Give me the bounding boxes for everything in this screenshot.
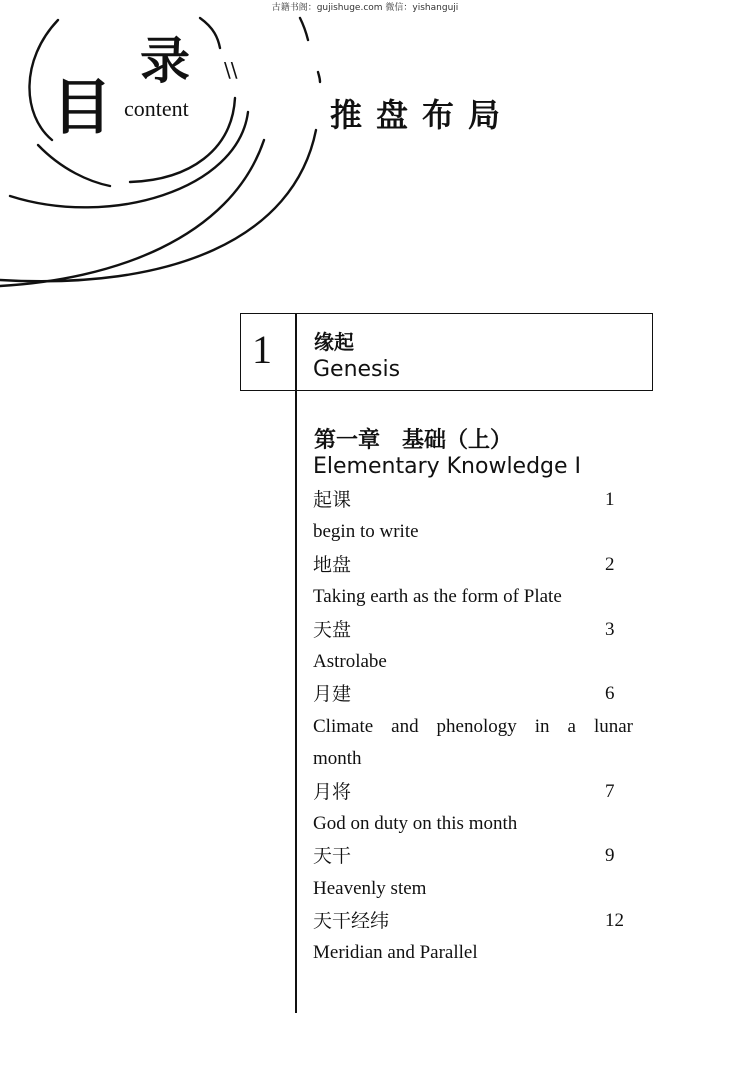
vertical-rule <box>295 313 297 1013</box>
toc-entry-page: 6 <box>605 683 615 705</box>
heading-mu-glyph: 目 <box>52 73 112 143</box>
toc-entry-title-en: begin to write <box>313 521 419 543</box>
heading-content-word: content <box>124 96 189 121</box>
toc-entry-title-en: Heavenly stem <box>313 877 427 899</box>
toc-entry <box>313 549 633 581</box>
toc-entry-page: 1 <box>605 489 615 510</box>
toc-entry <box>313 937 633 969</box>
toc-entry <box>313 873 633 905</box>
toc-entry-title-zh: 天干 <box>313 845 352 868</box>
toc-entry-title-zh: 天盘 <box>313 618 352 641</box>
table-of-contents <box>313 484 633 970</box>
toc-entry-title-en: Meridian and Parallel <box>313 942 478 964</box>
toc-entry-page: 9 <box>605 845 615 867</box>
toc-entry-title-en: Astrolabe <box>313 650 387 672</box>
toc-entry-title-en: Climate and phenology in a lunar <box>313 715 633 737</box>
toc-entry <box>313 614 633 646</box>
toc-entry <box>313 516 633 548</box>
toc-entry-title-zh: 地盘 <box>313 553 352 576</box>
part-title-zh: 缘起 <box>314 330 354 354</box>
toc-entry <box>313 484 633 516</box>
toc-entry-title-en: month <box>313 748 362 770</box>
toc-entry-title-en: God on duty on this month <box>313 812 518 834</box>
watermark: 古籍书阁：gujishuge.com 微信：yishanguji <box>271 3 459 13</box>
toc-entry-page: 7 <box>605 780 615 802</box>
toc-entry <box>313 840 633 872</box>
page-title: 推盘布局 <box>330 96 515 134</box>
toc-entry <box>313 808 633 840</box>
toc-entry-page: 2 <box>605 553 615 575</box>
decorative-arcs <box>0 0 730 320</box>
toc-entry-title-zh: 月将 <box>313 780 352 803</box>
toc-entry <box>313 678 633 710</box>
toc-entry-title-zh: 起课 <box>313 489 352 511</box>
toc-entry-title-zh: 月建 <box>313 683 352 706</box>
toc-entry <box>313 646 633 678</box>
toc-entry <box>313 581 633 613</box>
part-header-box <box>240 313 653 391</box>
toc-entry-title-zh: 天干经纬 <box>313 910 390 933</box>
toc-entry <box>313 743 633 775</box>
chapter-title-zh: 第一章 基础（上） <box>314 428 513 453</box>
toc-entry-page: 3 <box>605 618 615 640</box>
toc-entry-title-en: Taking earth as the form of Plate <box>313 586 562 608</box>
toc-entry <box>313 776 633 808</box>
chapter-title-en: Elementary Knowledge Ⅰ <box>313 454 582 479</box>
toc-entry-page: 12 <box>605 910 624 932</box>
heading-lu-glyph: 录 <box>140 32 190 90</box>
toc-entry <box>313 711 633 743</box>
part-title-en: Genesis <box>313 357 401 382</box>
part-number: 1 <box>252 327 272 372</box>
toc-entry <box>313 905 633 937</box>
decorative-slash: \\ <box>224 58 238 82</box>
